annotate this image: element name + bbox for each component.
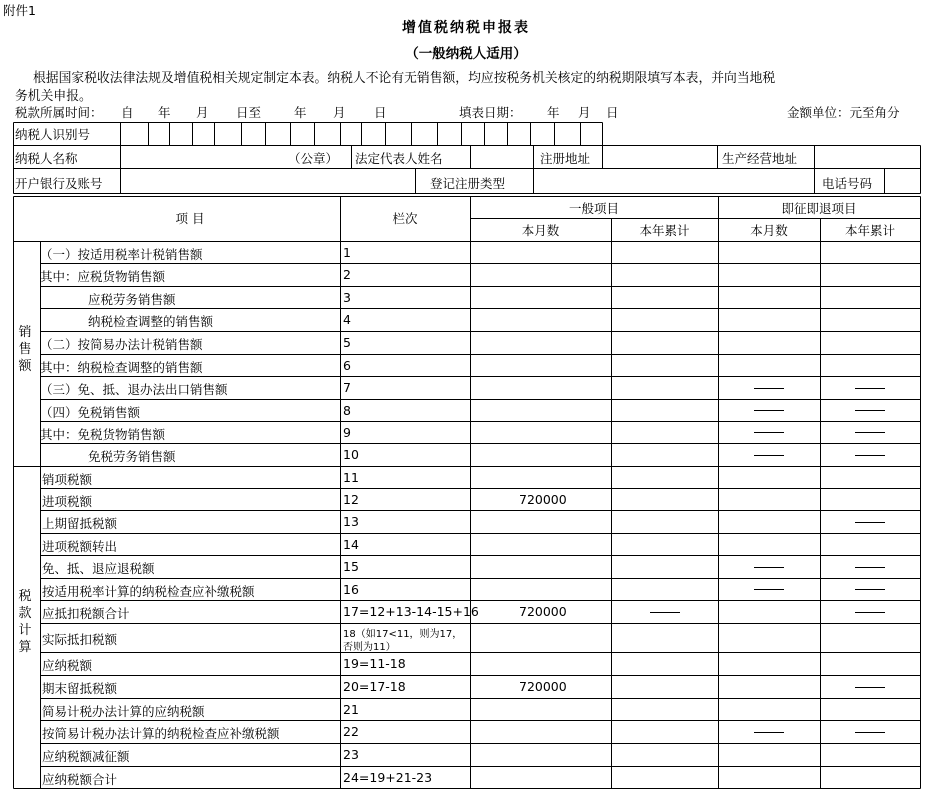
refund-year-dash (855, 732, 885, 733)
header-refund: 即征即退项目 (781, 201, 857, 216)
row-column-number: 18（如17<11，则为17， (343, 629, 463, 640)
refund-month-dash (754, 432, 784, 433)
section-sales-label: 销售额 (18, 325, 32, 374)
row-item-label: 应税劳务销售额 (88, 291, 176, 307)
row-item-label: 销项税额 (42, 471, 93, 487)
row-column-number: 9 (343, 424, 351, 440)
refund-year-dash (855, 388, 885, 389)
period-from-month: 月 (196, 105, 209, 120)
period-from: 自 (121, 105, 134, 120)
general-year-dash (650, 612, 680, 613)
refund-month-dash (754, 589, 784, 590)
refund-year-dash (855, 410, 885, 411)
form-subtitle: （一般纳税人适用） (405, 46, 527, 62)
row-item-label: 进项税额 (42, 493, 93, 509)
row-column-number: 5 (343, 335, 351, 350)
fill-date-month: 月 (578, 105, 591, 120)
header-item: 项 目 (175, 211, 205, 226)
biz-address-label: 生产经营地址 (722, 151, 798, 166)
row-column-number: 11 (343, 469, 359, 485)
row-column-number: 21 (343, 701, 359, 717)
row-column-number: 22 (343, 724, 359, 739)
refund-month-dash (754, 410, 784, 411)
refund-year-dash (855, 687, 885, 688)
refund-year-dash (855, 522, 885, 523)
row-column-number: 14 (343, 536, 359, 552)
taxpayer-id-label: 纳税人识别号 (15, 127, 91, 142)
row-column-number: 24=19+21-23 (343, 769, 433, 785)
general-month-value: 720000 (519, 491, 567, 507)
header-general: 一般项目 (568, 201, 619, 216)
header-refund-month: 本月数 (750, 223, 788, 238)
row-item-label: 其中：应税货物销售额 (40, 269, 166, 284)
taxpayer-name-label: 纳税人名称 (15, 151, 78, 166)
refund-month-dash (754, 388, 784, 389)
row-item-label: 上期留抵税额 (42, 516, 118, 531)
row-item-label: 简易计税办法计算的应纳税额 (42, 703, 205, 719)
refund-year-dash (855, 567, 885, 568)
row-item-label: 按简易计税办法计算的纳税检查应补缴税额 (42, 726, 280, 741)
row-item-label: 应纳税额减征额 (42, 749, 130, 764)
row-item-label: 其中：纳税检查调整的销售额 (40, 359, 203, 375)
row-item-label: 进项税额转出 (42, 538, 118, 554)
row-column-number: 3 (343, 289, 351, 305)
section-tax-label: 税款计算 (18, 589, 32, 655)
row-item-label: 应抵扣税额合计 (42, 606, 130, 621)
row-item-label: 免税劳务销售额 (88, 449, 176, 464)
intro-text-line2: 务机关申报。 (15, 89, 92, 104)
seal-label: （公章） (288, 151, 339, 166)
reg-type-label: 登记注册类型 (430, 176, 506, 191)
row-column-number: 6 (343, 357, 351, 373)
tax-period-label: 税款所属时间： (15, 105, 103, 120)
row-item-label: （一）按适用税率计税销售额 (40, 246, 203, 262)
header-refund-year: 本年累计 (844, 223, 895, 238)
amount-unit: 金额单位：元至角分 (787, 105, 900, 120)
row-column-note: 否则为11） (343, 642, 396, 653)
period-to-day: 日 (374, 105, 387, 120)
row-column-number: 23 (343, 747, 359, 762)
row-item-label: （二）按简易办法计税销售额 (40, 337, 203, 352)
row-column-number: 15 (343, 559, 359, 574)
header-general-month: 本月数 (521, 223, 560, 238)
row-column-number: 19=11-18 (343, 656, 406, 671)
header-general-year: 本年累计 (639, 223, 690, 238)
fill-date-day: 日 (606, 105, 619, 120)
row-column-number: 16 (343, 581, 359, 597)
refund-month-dash (754, 455, 784, 456)
refund-year-dash (855, 432, 885, 433)
row-column-number: 17=12+13-14-15+16 (343, 604, 479, 619)
period-to-month: 月 (333, 105, 346, 120)
period-from-year: 年 (158, 105, 171, 120)
refund-month-dash (754, 567, 784, 568)
row-item-label: 应纳税额 (42, 658, 93, 673)
phone-label: 电话号码 (822, 176, 873, 191)
row-column-number: 1 (343, 244, 351, 260)
row-column-number: 10 (343, 447, 359, 462)
row-item-label: 免、抵、退应退税额 (42, 561, 155, 576)
attachment-label: 附件1 (3, 3, 36, 18)
row-column-number: 20=17-18 (343, 679, 406, 694)
refund-month-dash (754, 732, 784, 733)
period-to-year: 年 (294, 105, 307, 120)
row-column-number: 13 (343, 514, 359, 529)
fill-date-label: 填表日期： (459, 105, 522, 120)
row-item-label: 按适用税率计算的纳税检查应补缴税额 (42, 583, 255, 599)
row-item-label: 应纳税额合计 (42, 771, 118, 787)
fill-date-year: 年 (547, 105, 560, 120)
header-column: 栏次 (392, 211, 418, 226)
row-column-number: 2 (343, 267, 351, 282)
row-column-number: 8 (343, 402, 351, 418)
general-month-value: 720000 (519, 604, 567, 619)
row-item-label: 其中：免税货物销售额 (40, 426, 166, 442)
bank-account-label: 开户银行及账号 (15, 176, 103, 191)
row-item-label: 实际抵扣税额 (42, 632, 118, 647)
refund-year-dash (855, 455, 885, 456)
row-item-label: 纳税检查调整的销售额 (88, 314, 214, 329)
form-title: 增值税纳税申报表 (402, 20, 530, 36)
refund-year-dash (855, 612, 885, 613)
period-to: 日至 (236, 105, 262, 120)
reg-address-label: 注册地址 (540, 151, 591, 166)
row-column-number: 7 (343, 380, 351, 395)
row-item-label: （四）免税销售额 (40, 404, 141, 420)
row-column-number: 4 (343, 312, 351, 327)
intro-text-line1: 根据国家税收法律法规及增值税相关规定制定本表。纳税人不论有无销售额，均应按税务机关核定的纳税期限填写本表，并向当地税 (33, 71, 776, 86)
legal-rep-label: 法定代表人姓名 (355, 151, 443, 166)
refund-year-dash (855, 589, 885, 590)
row-item-label: 期末留抵税额 (42, 681, 118, 696)
row-item-label: （三）免、抵、退办法出口销售额 (40, 382, 228, 397)
general-month-value: 720000 (519, 679, 567, 694)
row-column-number: 12 (343, 491, 359, 507)
